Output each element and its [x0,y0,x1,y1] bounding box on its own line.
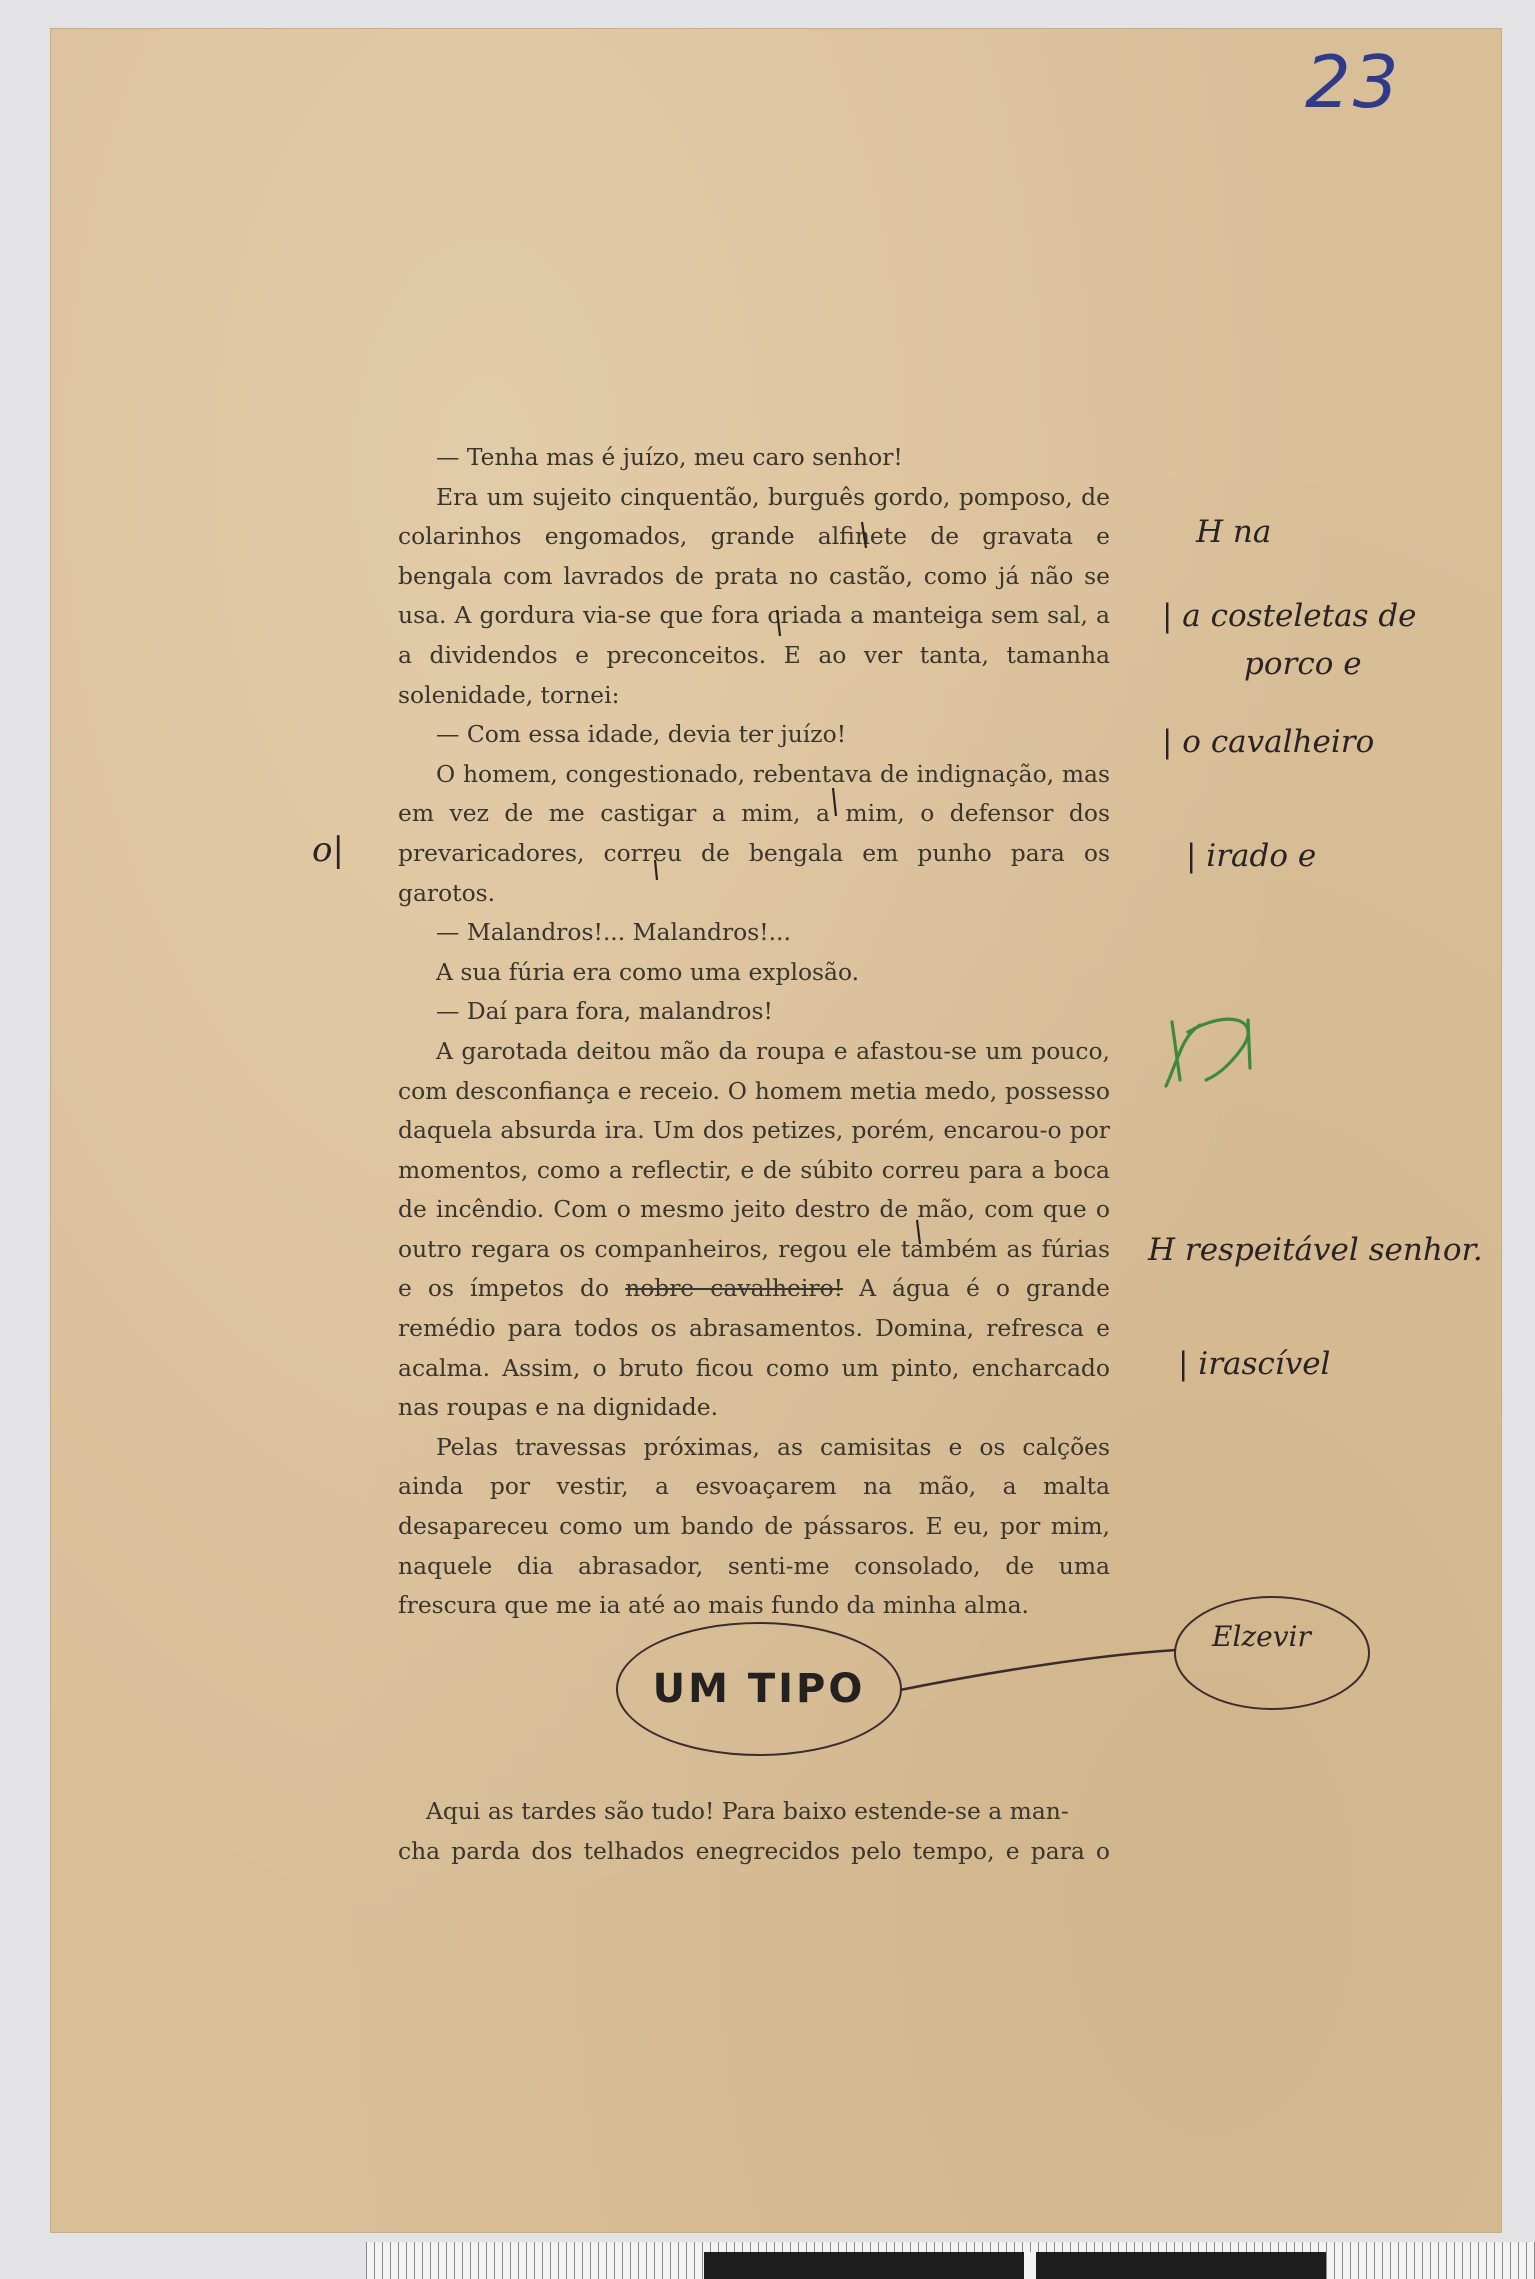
ruler-dark-block [704,2252,1024,2279]
margin-note: | a costeletas de [1162,598,1417,634]
paragraph: Aqui as tardes são tudo! Para baixo estende-se a man- [426,1797,1069,1825]
margin-note: H respeitável senhor. [1148,1232,1483,1268]
continuation-text [398,1792,1110,1871]
section-heading [616,1622,902,1756]
margin-note: | irascível [1178,1346,1331,1382]
paragraph: — Daí para fora, malandros! [436,997,773,1026]
paragraph: — Com essa idade, devia ter juízo! [436,720,847,749]
body-text [398,438,1110,1626]
paragraph-text: A garotada deitou mão da roupa e afastou-se um pouco, com desconfiança e receio. O homem metia medo, possesso daquela absurda ira. Um dos petizes, porém, encarou-o por momentos, como a reflectir, e de súbito correu para a boca de incêndio. Com o mesmo jeito destro de mão, com que o outro regara os companheiros, regou ele também as fúrias e os ímpetos do [398,1036,1110,1303]
page-number: 23 [1305,40,1401,124]
paragraph: Pelas travessas próximas, as camisitas e os calções ainda por vestir, a esvoaçarem na mão, a malta desapareceu como um bando de pássaros. E eu, por mim, naquele dia abrasador, senti-me consolado, de uma frescura que me ia até ao mais fundo da minha alma. [398,1432,1110,1620]
margin-note-left: o| [312,830,344,870]
margin-note: | o cavalheiro [1162,724,1375,760]
paragraph: A sua fúria era como uma explosão. [436,957,860,986]
ruler-gap [1027,2252,1036,2279]
paragraph: — Malandros!... Malandros!... [436,918,791,947]
heading-title: UM TIPO [652,1666,866,1712]
struck-text: nobre cavalheiro! [625,1274,844,1303]
callout-oval [1174,1596,1370,1710]
paragraph: O homem, congestionado, rebentava de indignação, mas em vez de me castigar a mim, a mim, o defensor dos prevaricadores, correu de bengala em punho para os garotos. [398,759,1110,907]
margin-note: H na [1196,514,1272,550]
callout-label: Elzevir [1212,1620,1311,1653]
scale-ruler [366,2242,1535,2279]
ruler-dark-block [1036,2252,1326,2279]
paragraph-text: A água é o grande remédio para todos os abrasamentos. Domina, refresca e acalma. Assim, o bruto ficou como um pinto, encharcado nas roupas e na dignidade. [398,1274,1111,1422]
paragraph [398,1032,1110,1428]
paragraph: cha parda dos telhados enegrecidos pelo tempo, e para o [398,1836,1110,1865]
paragraph: Era um sujeito cinquentão, burguês gordo, pomposo, de colarinhos engomados, grande alfinete de gravata e bengala com lavrados de prata no castão, como já não se usa. A gordura via-se que fora criada a manteiga sem sal, a a dividendos e preconceitos. E ao ver tanta, tamanha solenidade, tornei: [398,482,1110,709]
margin-note: porco e [1244,646,1362,682]
margin-note: | irado e [1186,838,1317,874]
paragraph: — Tenha mas é juízo, meu caro senhor! [436,443,903,471]
